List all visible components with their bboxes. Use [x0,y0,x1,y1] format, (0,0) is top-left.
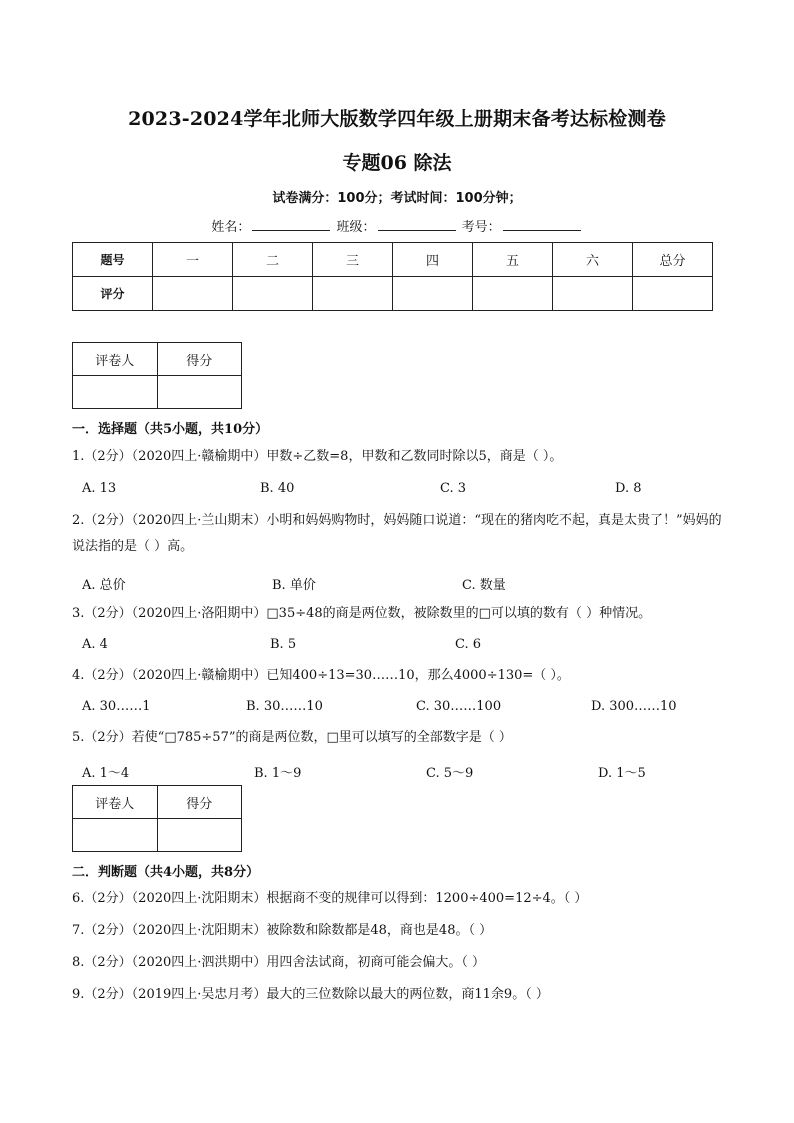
score-cell[interactable] [472,277,552,311]
name-label: 姓名： [211,220,251,235]
score-table-header-row [73,243,713,277]
score-header-cell: 三 [312,243,392,277]
question-2: 2.（2分）（2020四上·兰山期末）小明和妈妈购物时，妈妈随口说道：“现在的猪肉吃不起，真是太贵了！”妈妈的说法指的是（ ）高。 [72,513,722,554]
score-cell[interactable] [157,376,242,409]
section-2-title: 二．判断题（共4小题，共8分） [72,865,260,880]
option-b[interactable]: B. 1～9 [254,766,302,781]
reviewer-cell[interactable] [73,376,158,409]
grader-box-section-2 [72,785,242,852]
option-c[interactable]: C. 5～9 [426,766,474,781]
score-cell[interactable] [232,277,312,311]
reviewer-label: 评卷人 [73,786,158,819]
name-blank[interactable] [252,218,330,231]
option-b[interactable]: B. 40 [260,481,295,496]
score-cell[interactable] [312,277,392,311]
question-3: 3.（2分）（2020四上·洛阳期中）□35÷48的商是两位数，被除数里的□可以填的数有（ ）种情况。 [72,606,652,621]
score-header-cell: 题号 [73,243,153,277]
question-9: 9.（2分）（2019四上·吴忠月考）最大的三位数除以最大的两位数，商11余9。（ ） [72,987,549,1002]
score-header-cell: 四 [392,243,472,277]
question-4: 4.（2分）（2020四上·赣榆期中）已知400÷13=30……10，那么4000÷130=（ ）。 [72,668,570,683]
exam-title: 2023-2024学年北师大版数学四年级上册期末备考达标检测卷 [128,108,666,130]
score-label: 得分 [157,343,242,376]
grader-box-section-1 [72,342,242,409]
option-b[interactable]: B. 30……10 [246,699,323,714]
question-8: 8.（2分）（2020四上·泗洪期中）用四舍法试商，初商可能会偏大。（ ） [72,955,486,970]
option-c[interactable]: C. 30……100 [416,699,502,714]
option-a[interactable]: A. 总价 [82,578,126,593]
score-header-cell: 总分 [632,243,712,277]
exam-no-label: 考号： [461,220,501,235]
option-d[interactable]: D. 1～5 [598,766,646,781]
score-label: 得分 [157,786,242,819]
score-cell[interactable] [552,277,632,311]
student-info-line [0,216,794,235]
exam-no-blank[interactable] [503,218,581,231]
score-cell[interactable] [157,819,242,852]
class-blank[interactable] [378,218,456,231]
option-b[interactable]: B. 单价 [272,578,316,593]
reviewer-label: 评卷人 [73,343,158,376]
option-d[interactable]: D. 300……10 [591,699,677,714]
question-5: 5.（2分）若使“□785÷57”的商是两位数，□里可以填写的全部数字是（ ） [72,730,512,745]
score-header-cell: 五 [472,243,552,277]
section-1-title: 一．选择题（共5小题，共10分） [72,422,269,437]
option-c[interactable]: C. 数量 [462,578,506,593]
question-6: 6.（2分）（2020四上·沈阳期末）根据商不变的规律可以得到：1200÷400=12÷4。（ ） [72,891,588,906]
class-label: 班级： [336,220,376,235]
score-row-label: 评分 [73,277,153,311]
score-table [72,242,713,311]
score-cell[interactable] [152,277,232,311]
score-cell[interactable] [392,277,472,311]
option-a[interactable]: A. 4 [82,637,108,652]
score-header-cell: 二 [232,243,312,277]
option-a[interactable]: A. 13 [82,481,117,496]
exam-info: 试卷满分：100分；考试时间：100分钟； [272,191,522,206]
score-header-cell: 六 [552,243,632,277]
score-header-cell: 一 [152,243,232,277]
option-a[interactable]: A. 1～4 [82,766,130,781]
option-b[interactable]: B. 5 [270,637,297,652]
option-c[interactable]: C. 6 [455,637,482,652]
question-1: 1.（2分）（2020四上·赣榆期中）甲数÷乙数=8，甲数和乙数同时除以5，商是（ ）。 [72,449,563,464]
option-d[interactable]: D. 8 [615,481,642,496]
option-a[interactable]: A. 30……1 [82,699,151,714]
question-7: 7.（2分）（2020四上·沈阳期末）被除数和除数都是48，商也是48。（ ） [72,923,493,938]
reviewer-cell[interactable] [73,819,158,852]
exam-subtitle: 专题06 除法 [342,152,452,174]
score-cell[interactable] [632,277,712,311]
score-table-score-row [73,277,713,311]
option-c[interactable]: C. 3 [440,481,467,496]
